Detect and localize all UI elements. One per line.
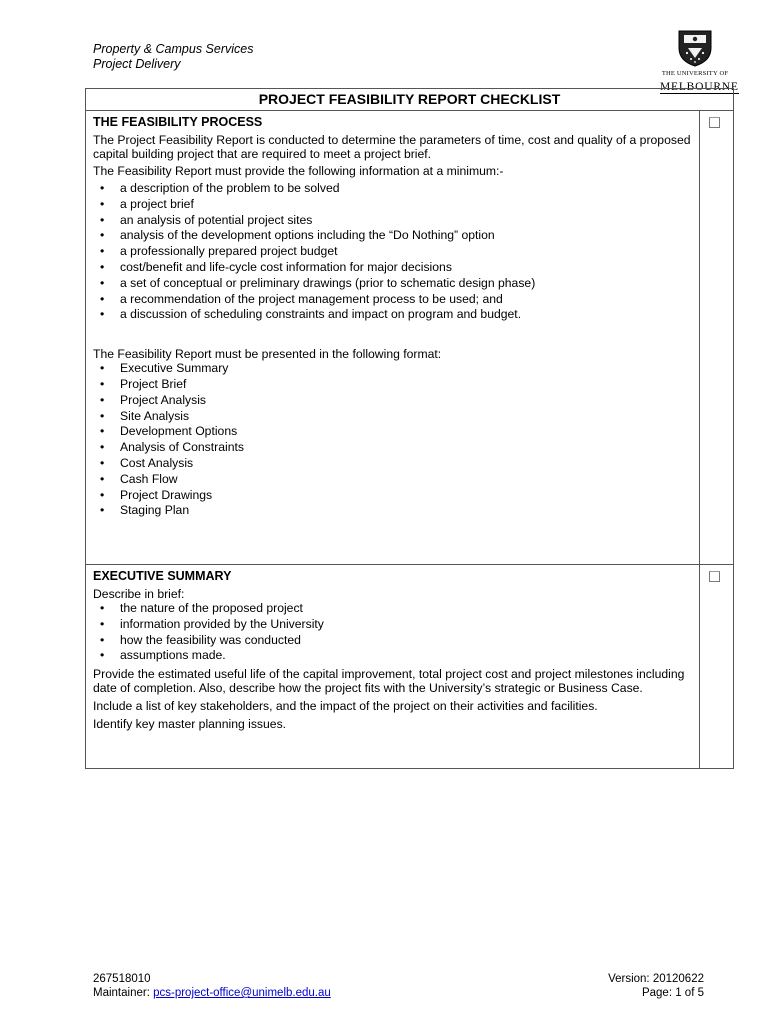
page-number: Page: 1 of 5: [641, 987, 704, 999]
list-item: • cost/benefit and life-cycle cost information for major decisions: [93, 260, 693, 276]
section-lead: The Feasibility Report must provide the following information at a minimum:-: [93, 164, 504, 178]
spacer: [93, 323, 693, 347]
list-item: • a set of conceptual or preliminary drawings (prior to schematic design phase): [93, 276, 693, 292]
university-crest-icon: [660, 28, 730, 68]
page-header-org: [93, 42, 253, 72]
org-name: Property & Campus Services: [93, 42, 254, 56]
checklist-table: [85, 88, 734, 769]
list-item: • information provided by the University: [93, 617, 693, 633]
org-division: Project Delivery: [93, 57, 181, 71]
list-item: • Cost Analysis: [93, 456, 693, 472]
list-item: • analysis of the development options including the “Do Nothing” option: [93, 228, 693, 244]
list-item: • Development Options: [93, 424, 693, 440]
summary-paragraph: Identify key master planning issues.: [93, 717, 287, 732]
list-item: • an analysis of potential project sites: [93, 213, 693, 229]
feasibility-process-checkbox[interactable]: [709, 117, 720, 128]
list-item: • Site Analysis: [93, 409, 693, 425]
list-item: • Project Analysis: [93, 393, 693, 409]
summary-list: [93, 601, 693, 664]
section-content: [86, 111, 700, 565]
list-item: • Project Brief: [93, 377, 693, 393]
format-list: [93, 361, 693, 519]
list-item: • Cash Flow: [93, 472, 693, 488]
list-item: • a discussion of scheduling constraints and impact on program and budget.: [93, 307, 693, 323]
logo-text-line1: THE UNIVERSITY OF: [661, 70, 729, 77]
footer-right: [608, 972, 704, 1000]
logo-text-line2: MELBOURNE: [660, 81, 739, 93]
section-content: [86, 565, 700, 769]
list-item: • a project brief: [93, 197, 693, 213]
list-item: • a professionally prepared project budget: [93, 244, 693, 260]
table-title: PROJECT FEASIBILITY REPORT CHECKLIST: [86, 89, 734, 111]
list-item: • Staging Plan: [93, 503, 693, 519]
check-cell: [700, 565, 734, 769]
summary-paragraph: Provide the estimated useful life of the capital improvement, total project cost and project milestones including date of completion. Also, describe how the project fits with the University’s strategic or Business Case.: [93, 667, 685, 696]
section-lead: Describe in brief:: [93, 587, 185, 601]
section-intro: The Project Feasibility Report is conducted to determine the parameters of time, cost and quality of a proposed capital building project that are required to meet a project brief.: [93, 133, 691, 161]
list-item: • Project Drawings: [93, 488, 693, 504]
section-heading: THE FEASIBILITY PROCESS: [93, 115, 263, 129]
section-row-executive-summary: [86, 565, 734, 769]
maintainer-label: Maintainer:: [93, 987, 154, 999]
list-item: • Analysis of Constraints: [93, 440, 693, 456]
maintainer-line: [93, 986, 331, 1000]
list-item: • assumptions made.: [93, 648, 693, 664]
requirements-list: [93, 181, 693, 323]
summary-paragraph: Include a list of key stakeholders, and the impact of the project on their activities and facilities.: [93, 699, 598, 714]
university-logo: [660, 28, 739, 93]
list-item: • the nature of the proposed project: [93, 601, 693, 617]
version-label: Version: 20120622: [608, 973, 704, 985]
check-cell: [700, 111, 734, 565]
executive-summary-checkbox[interactable]: [709, 571, 720, 582]
list-item: • a recommendation of the project management process to be used; and: [93, 292, 693, 308]
document-id: 267518010: [93, 973, 151, 985]
table-title-row: [86, 89, 734, 111]
list-item: • a description of the problem to be solved: [93, 181, 693, 197]
section-row-feasibility-process: [86, 111, 734, 565]
list-item: • Executive Summary: [93, 361, 693, 377]
footer-left: [93, 972, 331, 1000]
section-heading: EXECUTIVE SUMMARY: [93, 569, 232, 583]
maintainer-email-link[interactable]: pcs-project-office@unimelb.edu.au: [153, 987, 331, 999]
format-lead: The Feasibility Report must be presented in the following format:: [93, 347, 442, 362]
list-item: • how the feasibility was conducted: [93, 633, 693, 649]
